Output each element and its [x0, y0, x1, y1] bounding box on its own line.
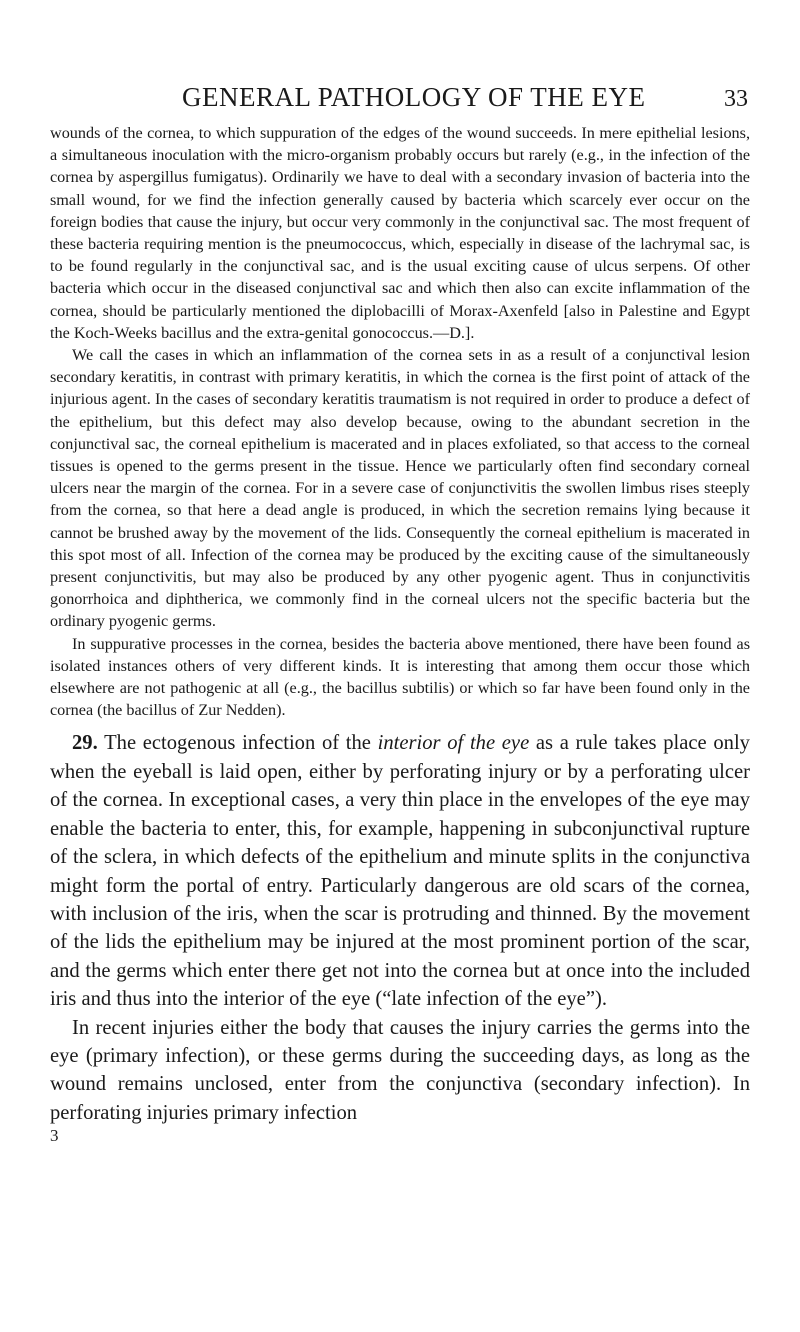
paragraph-suppurative-processes: In suppurative processes in the cornea, besides the bacteria above mentioned, there have been found as isolated instances others of very different kinds. It is interesting that among them occur those which elsewhere are not pathogenic at all (e.g., the bacillus subtilis) or which so far have been found only in the cornea (the bacillus of Zur Nedden). [50, 634, 750, 720]
paragraph-recent-injuries: In recent injuries either the body that causes the injury carries the germs into the eye (primary infection), or these germs during the succeeding days, as long as the wound remains unclosed, enter from the conjunctiva (secondary infection). In perforating injuries primary infection [50, 1016, 750, 1124]
running-head-title: GENERAL PATHOLOGY OF THE EYE [182, 82, 646, 112]
running-head [50, 82, 750, 122]
paragraph-bacteria-invasion: wounds of the cornea, to which suppuration of the edges of the wound succeeds. In mere epithelial lesions, a simultaneous inoculation with the micro-organism probably occurs but rarely (e.g., in the infection of the cornea by aspergillus fumigatus). Ordinarily we have to deal with a secondary invasion of bacteria into the small wound, for we find the infection generally caused by bacteria which scarcely ever occur on the foreign bodies that cause the injury, but occur very commonly in the conjunctival sac. The most frequent of these bacteria requiring mention is the pneumococcus, which, especially in disease of the lachrymal sac, is to be found regularly in the conjunctival sac, and is the usual exciting cause of ulcus serpens. Of other bacteria which occur in the diseased conjunctival sac and which then also can excite inflammation of the cornea, should be particularly mentioned the diplobacilli of Morax-Axenfeld [also in Palestine and Egypt the Koch-Weeks bacillus and the extra-genital gonococcus.—D.]. [50, 124, 750, 342]
section-29-text-start: The ectogenous infection of the [104, 732, 378, 755]
section-29-paragraph [50, 729, 750, 1013]
paragraph-secondary-keratitis: We call the cases in which an inflammation of the cornea sets in as a result of a conjunctival lesion secondary keratitis, in contrast with primary keratitis, in which the cornea is the first point of attack of the injurious agent. In the cases of secondary keratitis traumatism is not required in order to produce a defect of the epithelium, but this defect may also develop because, owing to the abundant secretion in the conjunctival sac, the corneal epithelium is macerated and in places exfoliated, so that access to the corneal tissues is opened to the germs present in the tissue. Hence we particularly often find secondary corneal ulcers near the margin of the cornea. For in a severe case of conjunctivitis the swollen limbus rises steeply from the cornea, so that here a dead angle is produced, in which the secretion remains lying because it cannot be brushed away by the movement of the lids. Consequently the corneal epithelium is macerated in this spot most of all. Infection of the cornea may be produced by the exciting cause of the simultaneously present conjunctivitis, but may also be produced by any other pyogenic agent. Thus in conjunctivitis gonorrhoica and diphtherica, we commonly find in the corneal ulcers not the specific bacteria but the ordinary pyogenic germs. [50, 346, 750, 631]
section-29-emphasis: interior of the eye [377, 732, 530, 755]
signature-mark: 3 [50, 1126, 59, 1146]
book-page [50, 82, 750, 1145]
section-29-text-rest: as a rule takes place only when the eyeball is laid open, either by perforating injury or by a perforating ulcer of the cornea. In exceptional cases, a very thin place in the envelopes of the eye may enable the bacteria to enter, this, for example, happening in subconjunctival rupture of the sclera, in which defects of the epithelium and minute splits in the conjunctiva might form the portal of entry. Particularly dangerous are old scars of the cornea, with inclusion of the iris, when the scar is protruding and thinned. By the movement of the lids the epithelium may be injured at the most prominent portion of the scar, and the germs which enter there get not into the cornea but at once into the included iris and thus into the interior of the eye (“late infection of the eye”). [50, 732, 750, 1011]
section-number: 29. [72, 732, 98, 755]
page-number: 33 [724, 86, 748, 112]
